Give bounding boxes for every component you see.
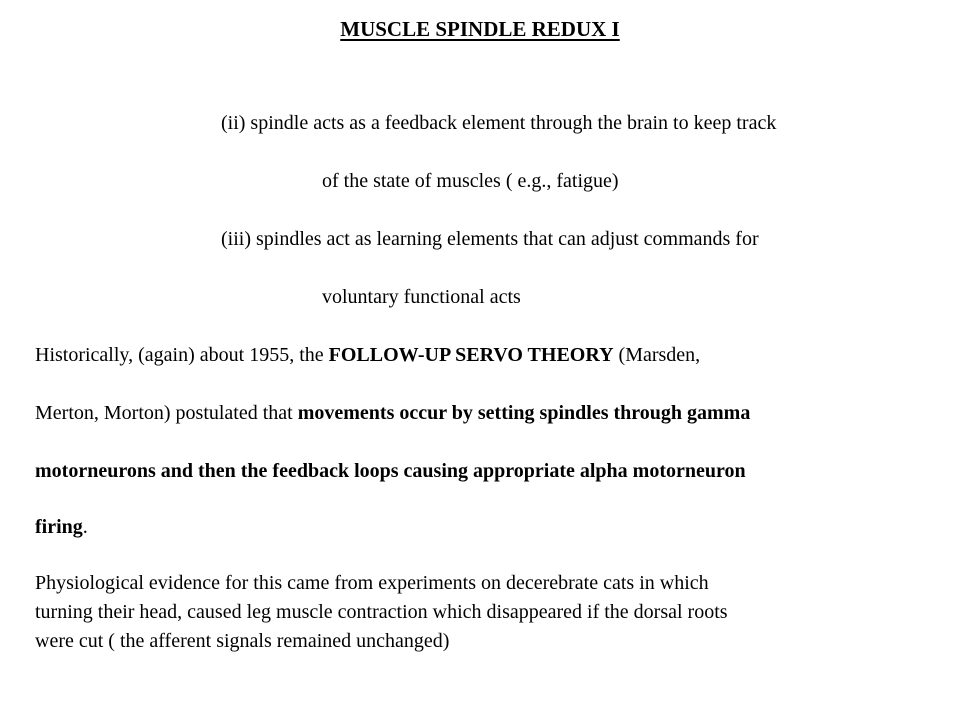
- servo-theory-term: FOLLOW-UP SERVO THEORY: [328, 344, 614, 366]
- history-line-1: [35, 343, 700, 367]
- point-iii-line-1: (iii) spindles act as learning elements that can adjust commands for: [221, 228, 759, 250]
- point-ii-line-2: of the state of muscles ( e.g., fatigue): [322, 170, 619, 192]
- theory-emphasis: motorneurons and then the feedback loops causing appropriate alpha motorneuron: [35, 460, 746, 482]
- evidence-line-3: were cut ( the afferent signals remained unchanged): [35, 630, 450, 652]
- theory-emphasis: firing: [35, 516, 83, 538]
- evidence-line-1: Physiological evidence for this came from experiments on decerebrate cats in which: [35, 572, 709, 594]
- point-iii-line-2: voluntary functional acts: [322, 286, 521, 308]
- history-line-2: [35, 401, 750, 425]
- evidence-line-2: turning their head, caused leg muscle contraction which disappeared if the dorsal roots: [35, 601, 728, 623]
- history-text: .: [82, 516, 88, 538]
- history-line-3: [35, 459, 746, 483]
- history-text: Historically, (again) about 1955, the: [35, 344, 329, 366]
- theory-emphasis: movements occur by setting spindles through gamma: [297, 402, 751, 424]
- history-text: (Marsden,: [613, 344, 701, 366]
- history-line-4: [35, 515, 88, 539]
- point-ii-line-1: (ii) spindle acts as a feedback element through the brain to keep track: [221, 112, 777, 134]
- history-text: Merton, Morton) postulated that: [35, 402, 298, 424]
- slide-title: MUSCLE SPINDLE REDUX I: [340, 17, 620, 41]
